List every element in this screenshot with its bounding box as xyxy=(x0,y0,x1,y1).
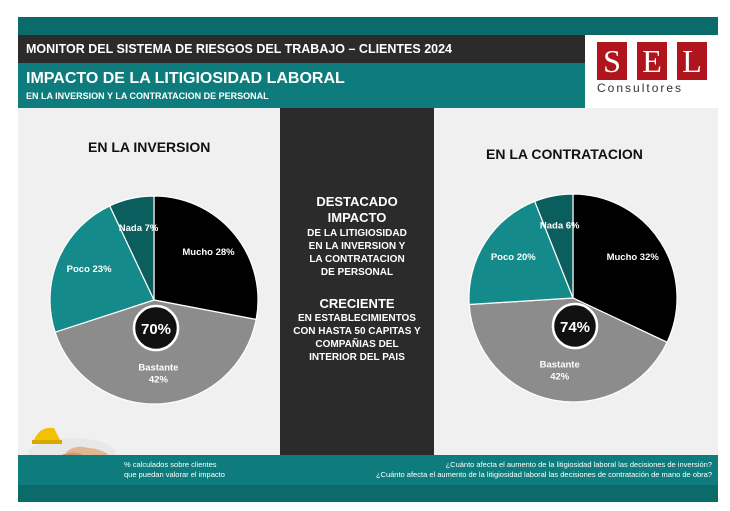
center-line-8: EN ESTABLECIMIENTOS xyxy=(298,313,416,324)
center-line-9: CON HASTA 50 CAPITAS Y xyxy=(293,326,421,337)
pie-label-nada: Nada 6% xyxy=(539,220,580,232)
footnote-line-1: % calculados sobre clientes xyxy=(124,460,217,469)
pie-label-bastante: Bastante xyxy=(539,359,580,371)
impact-title: IMPACTO DE LA LITIGIOSIDAD LABORAL xyxy=(26,70,345,87)
sel-logo xyxy=(585,35,718,108)
impact-subtitle: EN LA INVERSION Y LA CONTRATACION DE PERSONAL xyxy=(26,91,269,101)
pie-label-poco: Poco 20% xyxy=(490,252,536,264)
center-line-6: DE PERSONAL xyxy=(320,267,394,278)
chart-title-contratacion: EN LA CONTRATACION xyxy=(486,146,643,162)
chart-title-inversion: EN LA INVERSION xyxy=(88,139,211,155)
center-impact-title: IMPACTO xyxy=(327,210,387,225)
monitor-title: MONITOR DEL SISTEMA DE RIESGOS DEL TRABAJO – CLIENTES 2024 xyxy=(26,42,453,56)
pie-sublabel-bastante: 42% xyxy=(550,371,570,383)
logo-letter-l: L xyxy=(677,42,707,80)
question-inversion: ¿Cuánto afecta el aumento de la litigiosidad laboral las decisiones de inversión? xyxy=(445,460,712,469)
center-line-3: DE LA LITIGIOSIDAD xyxy=(307,228,407,239)
logo-letter-e: E xyxy=(637,42,667,80)
question-contratacion: ¿Cuánto afecta el aumento de la litigiosidad laboral las decisiones de contratación de mano de obra? xyxy=(375,470,712,479)
pie-sublabel-bastante: 42% xyxy=(148,374,168,386)
pie-label-bastante: Bastante xyxy=(138,362,179,374)
pie-label-poco: Poco 23% xyxy=(66,263,112,275)
center-badge-label: 70% xyxy=(140,321,172,338)
center-line-4: EN LA INVERSION Y xyxy=(308,241,406,252)
top-band xyxy=(18,17,718,35)
pie-chart-inversion xyxy=(18,108,280,455)
center-growing-title: CRECIENTE xyxy=(319,296,395,311)
center-highlight-title: DESTACADO xyxy=(316,194,398,209)
center-line-11: INTERIOR DEL PAIS xyxy=(309,352,405,363)
center-line-5: LA CONTRATACION xyxy=(309,254,405,265)
logo-subtitle: Consultores xyxy=(597,81,684,95)
pie-label-mucho: Mucho 32% xyxy=(606,252,659,264)
bottom-strip xyxy=(18,485,718,502)
footnote-line-2: que puedan valorar el impacto xyxy=(124,470,225,479)
center-line-10: COMPAÑIAS DEL xyxy=(315,339,399,350)
pie-chart-contratacion xyxy=(434,108,718,455)
logo-letter-s: S xyxy=(597,42,627,80)
pie-label-nada: Nada 7% xyxy=(118,223,159,234)
center-badge-label: 74% xyxy=(559,319,591,336)
center-panel xyxy=(280,108,434,455)
pie-label-mucho: Mucho 28% xyxy=(182,246,235,258)
